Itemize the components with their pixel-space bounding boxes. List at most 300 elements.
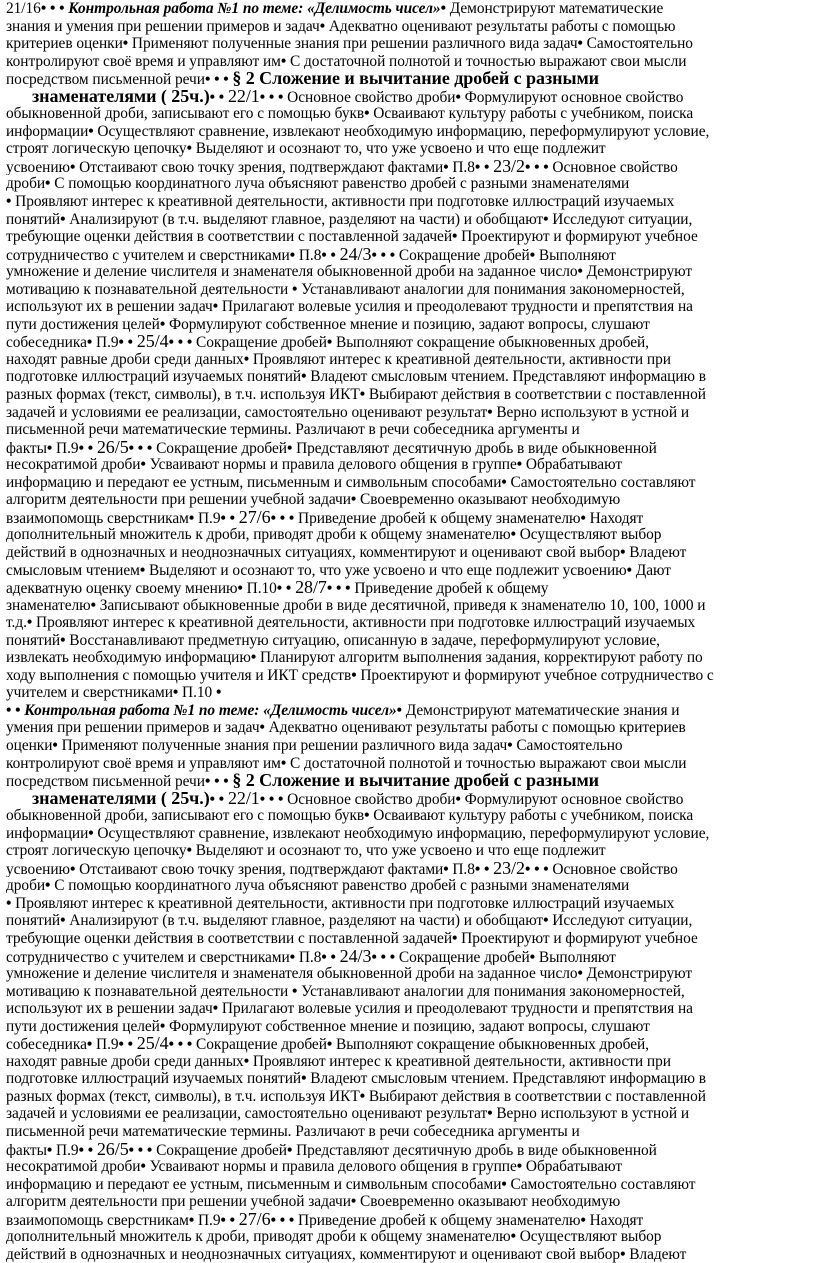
text-run: Основное свойство [552, 860, 678, 878]
text-run: взаимопомощь сверстникам [6, 1211, 189, 1229]
bullet-run: • • [321, 246, 340, 264]
text-run: несократимой дроби [6, 456, 141, 474]
bullet-run: • [580, 1211, 590, 1229]
lesson-number: 23/2 [493, 859, 525, 878]
bullet-run: • • • [204, 773, 233, 790]
text-run: задачей и условиями ее реализации, самостоятельно оценивают результат [6, 1105, 488, 1123]
text-run: Выделяют и осознают то, что уже усвоено и что еще подлежит [195, 140, 606, 158]
text-run: П.8 [298, 246, 322, 264]
text-run: Приведение дробей к общему знаменателю [298, 509, 581, 527]
bullet-run: • [396, 701, 406, 719]
text-run: т.д. [6, 614, 27, 632]
bullet-run: • [543, 210, 553, 228]
bullet-run: • [250, 649, 260, 667]
text-run: Планируют алгоритм выполнения задания, корректируют работу по [259, 649, 703, 667]
bullet-run: • • • [259, 88, 288, 106]
text-line [6, 1105, 812, 1123]
text-line [6, 386, 812, 404]
text-line [6, 895, 812, 913]
text-run: 21/16 [6, 0, 41, 17]
bullet-run: • [6, 193, 16, 211]
text-run: П.9 [56, 439, 79, 457]
text-run: Самостоятельно [586, 35, 693, 53]
lesson-number: 26/5 [96, 438, 129, 457]
text-run: умножение и деление числителя и знаменателя обыкновенной дроби на заданное число [6, 965, 578, 983]
bullet-run: • [326, 334, 337, 351]
bullet-run: • [46, 439, 57, 457]
text-run: понятий [6, 210, 61, 228]
text-line [6, 316, 812, 334]
section-heading: знаменателями ( 25ч.) [32, 87, 210, 106]
lesson-number: 25/4 [136, 333, 169, 351]
bullet-run: • • • [204, 71, 233, 88]
text-run: ходу выполнения с помощью учителя и ИКТ средств [6, 666, 352, 684]
text-run: Сокращение дробей [398, 948, 530, 966]
bullet-run: • [289, 948, 299, 966]
text-run: подготовке иллюстраций изучаемых понятий [6, 368, 302, 386]
text-run: Своевременно оказывают необходимую [360, 491, 621, 509]
text-run: П.10 [182, 684, 216, 702]
text-run: Демонстрируют [586, 965, 693, 983]
bullet-run: • [364, 105, 374, 123]
text-run: оценки [6, 736, 53, 754]
bullet-run: • • [209, 790, 228, 808]
bullet-run: • • [118, 334, 137, 351]
text-run: контролируют своё время и управляют им [6, 52, 281, 70]
bullet-run: • • • [371, 246, 399, 264]
text-line [6, 333, 812, 351]
text-line [6, 263, 812, 281]
text-line [6, 825, 812, 843]
text-run: разных формах (текст, символы), в т.ч. используя ИКТ [6, 1087, 360, 1105]
text-run: мотивацию к познавательной деятельности [6, 982, 293, 1000]
text-run: П.8 [452, 860, 475, 878]
bullet-run: • • • [168, 334, 197, 351]
bullet-run: • [60, 631, 70, 649]
text-line [6, 755, 812, 773]
text-line [6, 404, 812, 422]
bullet-run: • [237, 580, 247, 597]
text-run: Формулируют основное свойство [464, 790, 684, 808]
text-run: строят логическую цепочку [6, 140, 187, 158]
test-title: Контрольная работа №1 по теме: «Делимость чисел» [24, 701, 397, 719]
section-heading: знаменателями ( 25ч.) [32, 789, 210, 808]
text-line [6, 930, 812, 948]
text-line [6, 1053, 812, 1071]
bullet-run: • • • [524, 158, 553, 176]
text-line [6, 421, 812, 439]
text-run: дроби [6, 175, 46, 193]
bullet-run: • [122, 35, 132, 53]
text-run: С достаточной полнотой и точностью выражают свои мысли [289, 52, 687, 70]
text-line [6, 1088, 812, 1106]
bullet-run: • [510, 526, 520, 544]
bullet-run: • [443, 158, 453, 176]
text-line [6, 211, 812, 229]
bullet-run: • [577, 263, 587, 281]
text-run: контролируют своё время и управляют им [6, 754, 281, 772]
text-run: учителем и сверстниками [6, 684, 173, 702]
bullet-run: • [487, 1105, 497, 1123]
text-run: Демонстрируют [586, 263, 693, 281]
bullet-run: • [286, 1141, 297, 1159]
text-run: Проявляют интерес к креативной деятельности, активности при подготовке иллюстраций изучаемых [15, 894, 675, 912]
bullet-run: • [292, 280, 302, 298]
text-line [6, 860, 812, 878]
text-run: Анализируют (в т.ч. выделяют главное, разделяют на части) и обобщают [69, 912, 544, 930]
text-run: С достаточной полнотой и точностью выражают свои мысли [289, 754, 687, 772]
bullet-run: • [212, 1000, 222, 1018]
text-run: Основное свойство дроби [287, 88, 456, 106]
text-run: понятий [6, 631, 61, 649]
bullet-run: • [286, 439, 297, 457]
bullet-run: • [359, 386, 369, 404]
text-run: Выделяют и осознают то, что уже усвоено и что еще подлежит [195, 842, 606, 860]
text-run: Основное свойство дроби [287, 790, 456, 808]
bullet-run: • [45, 877, 55, 895]
bullet-run: • • [78, 439, 97, 457]
bullet-run: • [443, 860, 453, 878]
text-run: Обрабатывают [525, 1158, 623, 1176]
text-run: письменной речи математические термины. Различают в речи собеседника аргументы и [6, 1123, 580, 1140]
text-run: Обрабатывают [525, 456, 623, 474]
text-run: используют их в решении задач [6, 1000, 213, 1018]
text-run: Осуществляют сравнение, извлекают необходимую информацию, переформулируют условие, [97, 122, 710, 140]
bullet-run: • • [276, 580, 296, 597]
text-run: П.9 [197, 1211, 221, 1229]
text-line [6, 842, 812, 860]
text-line [6, 491, 812, 509]
text-line [6, 509, 812, 527]
text-line [6, 88, 812, 106]
bullet-run: • • • [270, 509, 298, 527]
text-line [6, 105, 812, 123]
text-run: Прилагают волевые усилия и преодолевают трудности и препятствия на [221, 298, 693, 316]
text-run: информацию и передают ее устным, письменным и символьным способами [6, 1175, 502, 1193]
text-run: Выполняют сокращение обыкновенных дробей, [336, 1036, 649, 1053]
text-run: сотрудничество с учителем и сверстниками [6, 246, 290, 264]
bullet-run: • [69, 158, 80, 176]
bullet-run: • [529, 948, 539, 966]
text-line [6, 1158, 812, 1176]
text-run: посредством письменной речи [6, 71, 205, 88]
text-run: находят равные дроби среди данных [6, 1052, 244, 1070]
text-line [6, 737, 812, 755]
text-run: Сокращение дробей [156, 1141, 287, 1159]
text-run: Владеют смысловым чтением. Представляют информацию в [310, 1070, 706, 1088]
text-run: Выбирают действия в соответствии с поставленной [368, 1087, 706, 1105]
bullet-run: • [188, 509, 198, 527]
text-run: П.9 [56, 1141, 79, 1159]
text-run: С помощью координатного луча объясняют равенство дробей с разными знаменателями [54, 175, 630, 193]
bullet-run: • [487, 403, 497, 421]
text-run: Проектируют и формируют учебное сотрудничество с [360, 666, 714, 684]
text-run: С помощью координатного луча объясняют равенство дробей с разными знаменателями [54, 877, 630, 895]
text-run: дополнительный множитель к дроби, приводят дроби к общему знаменателю [6, 1228, 511, 1246]
text-run: Исследуют ситуации, [552, 210, 693, 228]
text-run: действий в однозначных и неоднозначных ситуациях, комментируют и оценивают свой выбор [6, 1245, 621, 1263]
bullet-run: • • • [259, 790, 288, 808]
text-run: собеседника [6, 1036, 87, 1053]
bullet-run: • [90, 596, 100, 614]
text-line [6, 351, 812, 369]
bullet-run: • [626, 561, 636, 579]
bullet-run: • • • [270, 1211, 298, 1229]
text-run: Самостоятельно [516, 736, 623, 754]
text-run: пути достижения целей [6, 315, 160, 333]
text-run: Сокращение дробей [196, 334, 327, 351]
bullet-run: • [620, 543, 630, 561]
bullet-run: • [159, 1017, 170, 1035]
text-run: Основное свойство [552, 158, 678, 176]
bullet-run: • [350, 1193, 361, 1211]
text-run: Отстаивают свою точку зрения, подтверждают фактами [79, 860, 444, 878]
text-run: Записывают обыкновенные дроби в виде десятичной, приведя к знаменателю 10, 100, 1000 и [99, 596, 706, 614]
text-line [6, 1193, 812, 1211]
text-run: Устанавливают аналогии для понимания закономерностей, [301, 280, 685, 298]
text-run: сотрудничество с учителем и сверстниками [6, 948, 290, 966]
bullet-run: • [516, 1158, 526, 1176]
bullet-run: • • [220, 1211, 239, 1229]
text-run: Осваивают культуру работы с учебником, поиска [373, 105, 694, 123]
text-run: адекватную оценку своему мнению [6, 580, 238, 597]
text-run: алгоритм деятельности при решении учебной задачи [6, 491, 351, 509]
bullet-run: • • • [128, 439, 157, 457]
bullet-run: • [301, 1070, 311, 1088]
bullet-run: • [580, 509, 590, 527]
bullet-run: • [45, 175, 55, 193]
text-run: подготовке иллюстраций изучаемых понятий [6, 1070, 302, 1088]
text-run: Проявляют интерес к креативной деятельности, активности при подготовке иллюстраций изучаемых [36, 614, 696, 632]
text-run: Представляют десятичную дробь в виде обыкновенной [296, 439, 657, 457]
text-line [6, 1211, 812, 1229]
bullet-run: • • [118, 1036, 137, 1053]
bullet-run: • [359, 1087, 369, 1105]
document-body [6, 0, 812, 1263]
text-line [6, 439, 812, 457]
text-line [6, 526, 812, 544]
text-line [6, 597, 812, 615]
bullet-run: • [292, 982, 302, 1000]
text-line [6, 18, 812, 36]
text-run: Дают [635, 561, 671, 579]
bullet-run: • [60, 210, 70, 228]
text-run: требующие оценки действия в соответствии с поставленной задачей [6, 929, 453, 947]
text-run: Осуществляют сравнение, извлекают необходимую информацию, переформулируют условие, [97, 824, 710, 842]
text-line [6, 562, 812, 580]
text-run: требующие оценки действия в соответствии с поставленной задачей [6, 228, 453, 246]
text-run: Применяют полученные знания при решении различного вида задач [61, 736, 508, 754]
lesson-number: 28/7 [295, 579, 327, 597]
text-line [6, 684, 812, 702]
lesson-number: 25/4 [136, 1035, 169, 1053]
bullet-run: • [507, 736, 517, 754]
bullet-run: • • [474, 860, 494, 878]
bullet-run: • [243, 1052, 253, 1070]
text-line [6, 983, 812, 1001]
text-run: факты [6, 1141, 47, 1159]
bullet-run: • • [78, 1141, 97, 1159]
text-run: Проявляют интерес к креативной деятельности, активности при [252, 350, 671, 368]
bullet-run: • [452, 228, 462, 246]
text-run: усвоению [6, 158, 70, 176]
bullet-run: • [350, 491, 361, 509]
text-run: Представляют десятичную дробь в виде обыкновенной [296, 1141, 657, 1159]
text-line [6, 456, 812, 474]
text-run: алгоритм деятельности при решении учебной задачи [6, 1193, 351, 1211]
text-line [6, 1018, 812, 1036]
text-line [6, 35, 812, 53]
text-run: Осваивают культуру работы с учебником, поиска [373, 807, 694, 825]
text-line [6, 632, 812, 650]
text-line [6, 544, 812, 562]
bullet-run: • [186, 842, 196, 860]
text-line [6, 140, 812, 158]
text-line [6, 1035, 812, 1053]
test-title: Контрольная работа №1 по теме: «Делимость чисел» [68, 0, 441, 17]
text-run: Проектируют и формируют учебное [461, 228, 698, 246]
text-run: Проявляют интерес к креативной деятельности, активности при подготовке иллюстраций изучаемых [15, 193, 675, 211]
text-line [6, 702, 812, 720]
bullet-run: • [140, 456, 150, 474]
text-line [6, 1228, 812, 1246]
bullet-run: • [577, 35, 587, 53]
text-run: умножение и деление числителя и знаменателя обыкновенной дроби на заданное число [6, 263, 578, 281]
text-run: Приведение дробей к общему знаменателю [298, 1211, 581, 1229]
text-line [6, 1123, 812, 1141]
text-line [6, 790, 812, 808]
text-run: Сокращение дробей [398, 246, 530, 264]
bullet-run: • • [220, 509, 239, 527]
text-run: Сокращение дробей [156, 439, 287, 457]
text-run: Выполняют [538, 246, 616, 264]
bullet-run: • [516, 456, 526, 474]
text-line [6, 772, 812, 790]
bullet-run: • [140, 1158, 150, 1176]
lesson-number: 22/1 [227, 789, 260, 808]
text-run: Демонстрируют математические [449, 0, 664, 17]
bullet-run: • • [321, 948, 340, 966]
text-run: посредством письменной речи [6, 773, 205, 790]
text-run: Восстанавливают предметную ситуацию, описанную в задаче, переформулируют условие, [69, 631, 660, 649]
text-run: факты [6, 439, 47, 457]
text-run: информации [6, 824, 89, 842]
text-run: Усваивают нормы и правила делового общения в группе [149, 1158, 517, 1176]
text-run: Владеют [629, 543, 687, 561]
text-run: Осуществляют выбор [519, 1228, 662, 1246]
text-line [6, 1070, 812, 1088]
text-line [6, 474, 812, 492]
bullet-run: • • • [168, 1036, 197, 1053]
bullet-run: • [259, 719, 269, 737]
text-line [6, 123, 812, 141]
section-heading: § 2 Сложение и вычитание дробей с разными [232, 772, 599, 790]
bullet-run: • [6, 894, 16, 912]
text-run: обыкновенной дроби, записывают его с помощью букв [6, 105, 365, 123]
text-run: Владеют смысловым чтением. Представляют информацию в [310, 368, 706, 386]
bullet-run: • • • [371, 948, 399, 966]
section-heading: § 2 Сложение и вычитание дробей с разными [232, 70, 599, 88]
bullet-run: • [86, 1036, 96, 1053]
text-line [6, 1176, 812, 1194]
text-run: Анализируют (в т.ч. выделяют главное, разделяют на части) и обобщают [69, 210, 544, 228]
text-run: П.8 [452, 158, 475, 176]
bullet-run: • [501, 473, 511, 491]
text-run: Применяют полученные знания при решении различного вида задач [131, 35, 578, 53]
text-run: извлекать необходимую информацию [6, 649, 251, 667]
text-run: находят равные дроби среди данных [6, 350, 244, 368]
text-run: пути достижения целей [6, 1017, 160, 1035]
text-line [6, 368, 812, 386]
text-run: Выбирают действия в соответствии с поставленной [368, 386, 706, 404]
text-run: Выполняют сокращение обыкновенных дробей, [336, 334, 649, 351]
text-run: знания и умения при решении примеров и задач [6, 17, 320, 35]
bullet-run: • [86, 334, 96, 351]
bullet-run: • [212, 298, 222, 316]
text-line [6, 965, 812, 983]
text-run: собеседника [6, 334, 87, 351]
text-run: понятий [6, 912, 61, 930]
text-line [6, 70, 812, 88]
lesson-number: 23/2 [493, 157, 525, 176]
text-run: информацию и передают ее устным, письменным и символьным способами [6, 473, 502, 491]
bullet-run: • [172, 684, 183, 702]
bullet-run: • [620, 1245, 630, 1263]
text-run: П.9 [96, 1036, 119, 1053]
text-run: дополнительный множитель к дроби, приводят дроби к общему знаменателю [6, 526, 511, 544]
text-line [6, 667, 812, 685]
text-run: Самостоятельно составляют [510, 1175, 696, 1193]
lesson-number: 26/5 [96, 1140, 129, 1159]
text-run: умения при решении примеров и задач [6, 719, 260, 737]
bullet-run: • [46, 1141, 57, 1159]
text-run: действий в однозначных и неоднозначных ситуациях, комментируют и оценивают свой выбор [6, 543, 621, 561]
text-run: смысловым чтением [6, 561, 140, 579]
text-run: Находят [589, 1211, 644, 1229]
bullet-run: • [280, 754, 290, 772]
text-run: обыкновенной дроби, записывают его с помощью букв [6, 807, 365, 825]
text-run: дроби [6, 877, 46, 895]
text-run: Находят [589, 509, 644, 527]
text-line [6, 158, 812, 176]
text-run: Адекватно оценивают результаты работы с помощью критериев [268, 719, 686, 737]
bullet-run: • [529, 246, 539, 264]
bullet-run: • [510, 1228, 520, 1246]
bullet-run: • [139, 561, 149, 579]
lesson-number: 24/3 [339, 245, 372, 264]
text-run: Приведение дробей к общему [354, 580, 549, 597]
text-line [6, 246, 812, 264]
text-run: Устанавливают аналогии для понимания закономерностей, [301, 982, 685, 1000]
lesson-number: 27/6 [238, 1210, 271, 1229]
bullet-run: • [364, 807, 374, 825]
text-run: используют их в решении задач [6, 298, 213, 316]
bullet-run: • • [474, 158, 494, 176]
bullet-run: • [215, 684, 222, 702]
text-run: письменной речи математические термины. Различают в речи собеседника аргументы и [6, 421, 580, 439]
text-run: Формулируют собственное мнение и позицию, задают вопросы, слушают [169, 315, 650, 333]
bullet-run: • [543, 912, 553, 930]
bullet-run: • [455, 790, 465, 808]
lesson-number: 22/1 [227, 87, 260, 106]
text-run: критериев оценки [6, 35, 123, 53]
bullet-run: • [319, 17, 329, 35]
text-line [6, 579, 812, 597]
text-run: Самостоятельно составляют [510, 473, 696, 491]
bullet-run: • [289, 246, 299, 264]
bullet-run: • [26, 614, 37, 632]
bullet-run: • [88, 824, 98, 842]
